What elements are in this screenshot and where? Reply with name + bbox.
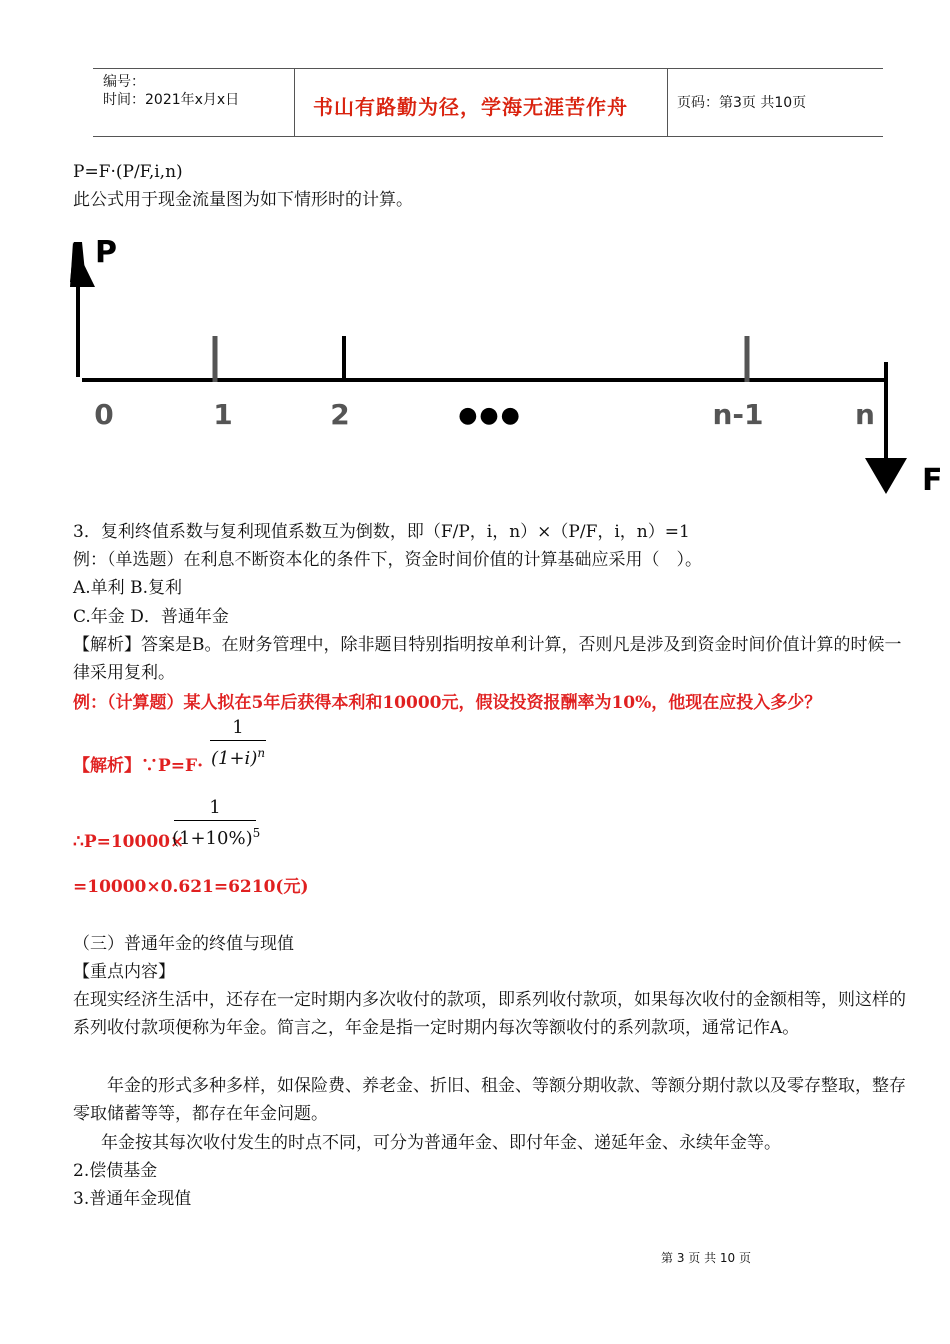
example2-solution-prefix: 【解析】∵P=F· — [73, 756, 204, 776]
formula-line: P=F·(P/F,i,n) — [73, 162, 183, 182]
fraction-2 — [172, 796, 261, 851]
tick-label-1: 1 — [213, 398, 233, 431]
fraction-2-base: (1+10%) — [172, 828, 253, 849]
fraction-1-numerator: 1 — [232, 717, 244, 738]
diagram-top-label: P — [95, 235, 117, 270]
header-time-label: 时间：2021年x月x日 — [103, 92, 240, 108]
fraction-1 — [208, 716, 268, 771]
header-divider — [667, 69, 668, 136]
cash-flow-diagram — [60, 232, 943, 502]
header-bottom-rule — [93, 136, 883, 137]
section-para-2: 年金的形式多种多样，如保险费、养老金、折旧、租金、等额分期收款、等额分期付款以及零存整取，整存零取储蓄等等，都存在年金问题。 — [73, 1076, 906, 1124]
diagram-bottom-label: F — [922, 463, 943, 498]
fraction-1-denominator — [208, 741, 268, 771]
example2-question: 例：（计算题）某人拟在5年后获得本利和10000元，假设投资报酬率为10%，他现在应投入多少？ — [73, 693, 822, 713]
header-divider — [294, 69, 295, 136]
section-para-1: 在现实经济生活中，还存在一定时期内多次收付的款项，即系列收付款项，如果每次收付的金额相等，则这样的系列收付款项便称为年金。简言之，年金是指一定时期内每次等额收付的系列款项，通常记作A。 — [73, 990, 906, 1038]
down-arrow-icon — [865, 458, 907, 494]
page-footer: 第 3 页 共 10 页 — [661, 1251, 751, 1265]
fraction-2-denominator — [172, 821, 261, 851]
example2-result: =10000×0.621=6210(元) — [73, 877, 309, 897]
point-3: 3．复利终值系数与复利现值系数互为倒数，即（F/P，i，n）×（P/F，i，n）=1 — [73, 522, 690, 542]
tick-label-2: 2 — [330, 398, 350, 431]
tick-label-n-1: n-1 — [712, 398, 764, 431]
ellipsis-dots: ●●● — [458, 403, 522, 428]
fraction-1-base: (1+i) — [211, 748, 258, 769]
example1-analysis: 【解析】答案是B。在财务管理中，除非题目特别指明按单利计算，否则凡是涉及到资金时间价值计算的时候一律采用复利。 — [73, 635, 902, 683]
tick-label-0: 0 — [94, 398, 114, 431]
example1-options-1: A.单利 B.复利 — [73, 578, 182, 598]
tick-label-n: n — [855, 398, 875, 431]
fraction-2-exponent: 5 — [252, 826, 261, 840]
fraction-2-numerator: 1 — [209, 797, 221, 818]
header-page-label: 页码：第3页 共10页 — [677, 95, 807, 111]
section-heading: （三）普通年金的终值与现值 — [73, 934, 294, 954]
example2-step2-prefix: ∴P=10000× — [73, 832, 185, 852]
header-number-label: 编号： — [103, 74, 145, 90]
key-content-label: 【重点内容】 — [73, 962, 175, 982]
header-top-rule — [93, 68, 883, 69]
item-2: 2.偿债基金 — [73, 1161, 158, 1181]
example1-question: 例：（单选题）在利息不断资本化的条件下，资金时间价值的计算基础应采用（ ）。 — [73, 550, 702, 570]
fraction-1-exponent: n — [257, 746, 266, 760]
header-motto: 书山有路勤为径，学海无涯苦作舟 — [313, 95, 628, 119]
item-3: 3.普通年金现值 — [73, 1189, 192, 1209]
section-para-3: 年金按其每次收付发生的时点不同，可分为普通年金、即付年金、递延年金、永续年金等。 — [101, 1133, 781, 1153]
example1-options-2: C.年金 D．普通年金 — [73, 607, 229, 627]
diagram-caption: 此公式用于现金流量图为如下情形时的计算。 — [73, 190, 413, 210]
